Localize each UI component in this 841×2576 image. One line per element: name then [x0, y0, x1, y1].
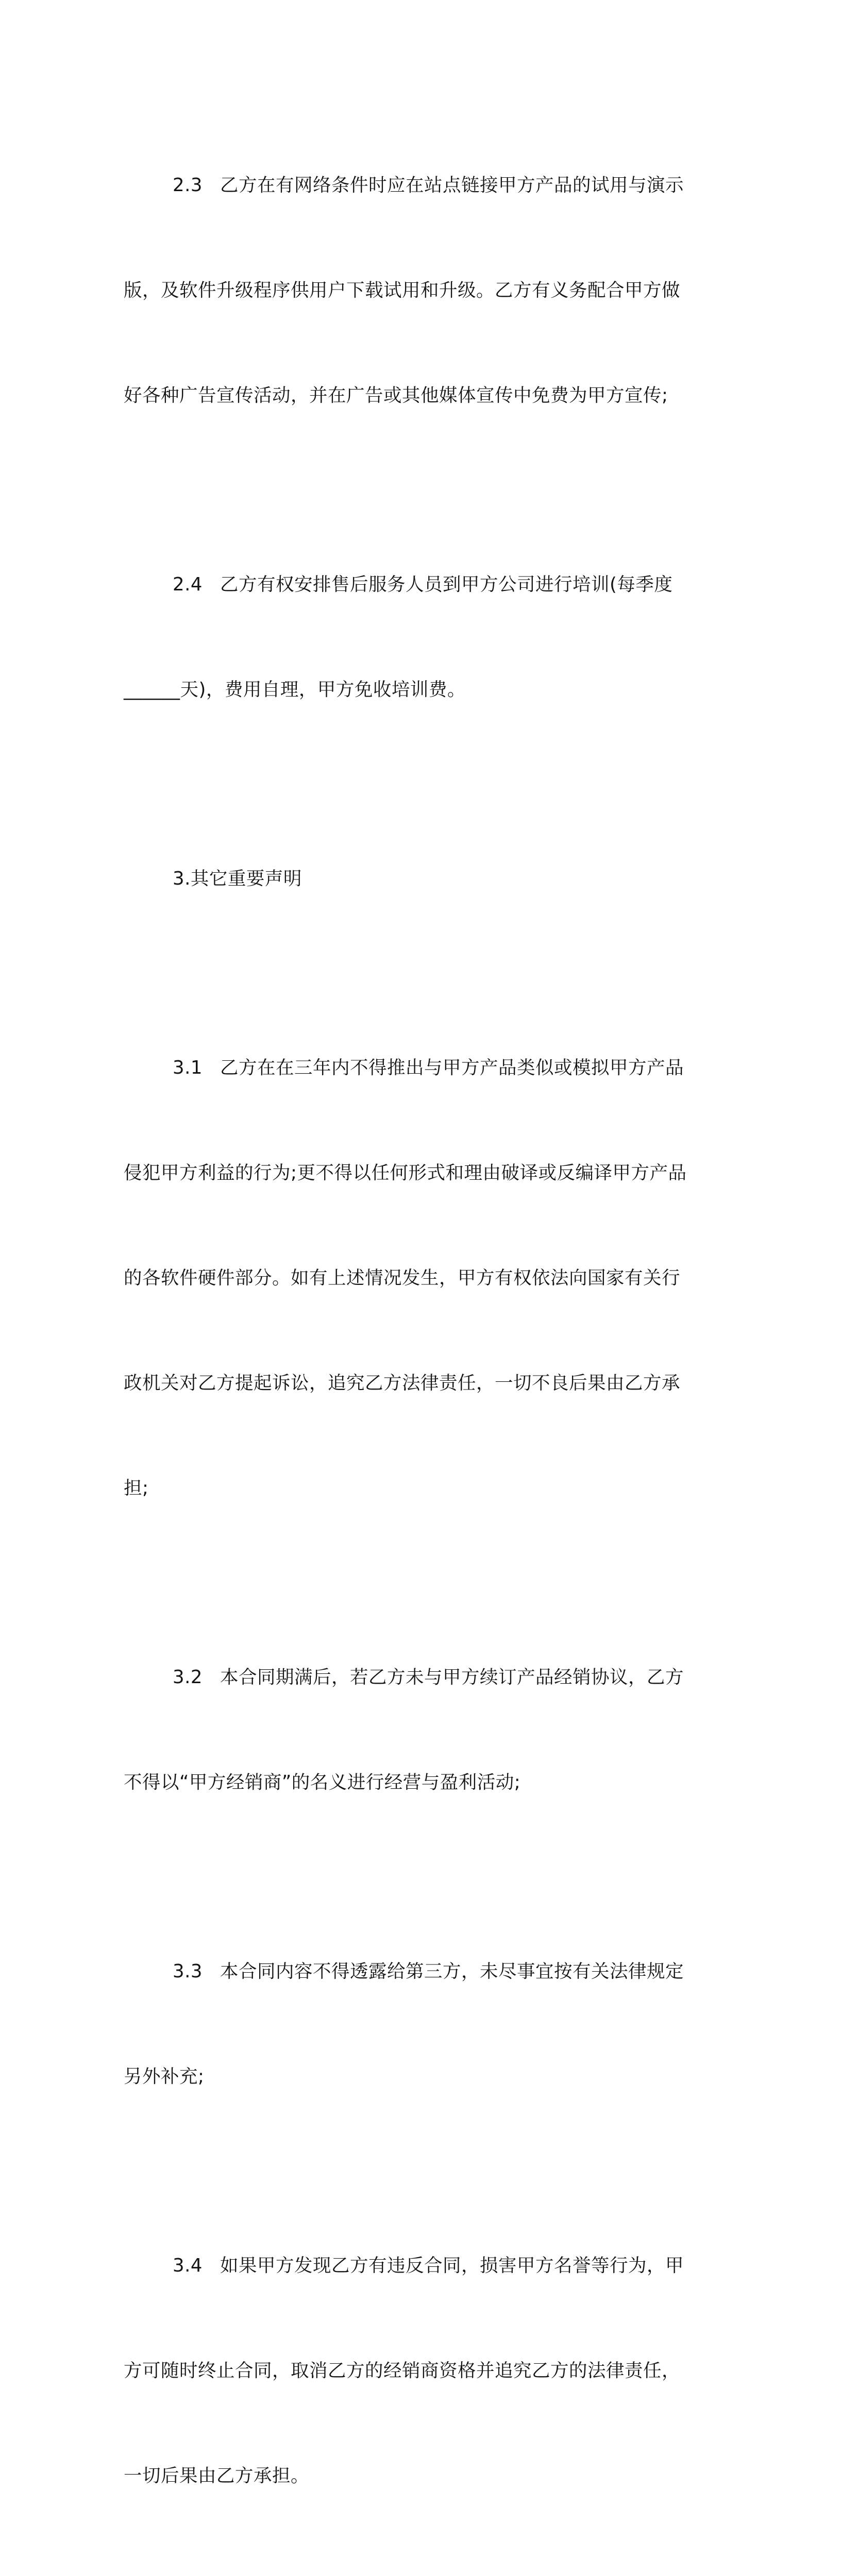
clause-number: 3.2: [173, 1667, 203, 1688]
clause-2-4: [124, 497, 711, 777]
clause-text: 版，及软件升级程序供用户下载试用和升级。乙方有义务配合甲方做: [124, 280, 681, 301]
clause-number: 2.3: [173, 175, 203, 196]
clause-text: 本合同期满后，若乙方未与甲方续订产品经销协议，乙方: [220, 1667, 684, 1688]
clause-text: 本合同内容不得透露给第三方，未尽事宜按有关法律规定: [220, 1961, 684, 1982]
clause-3-4: [124, 2178, 711, 2564]
clause-number: 3.1: [173, 1057, 203, 1078]
clause-line: [124, 1954, 711, 1989]
clause-line: [124, 2248, 711, 2283]
clause-line: [124, 567, 711, 602]
clause-text: 乙方有权安排售后服务人员到甲方公司进行培训(每季度: [220, 574, 673, 595]
clause-number: 3.4: [173, 2255, 203, 2276]
clause-line: [124, 1050, 711, 1086]
section-heading-text: 3.其它重要声明: [173, 868, 302, 889]
section-3-heading: [124, 791, 711, 967]
clause-text: ______天)，费用自理，甲方免收培训费。: [124, 679, 466, 700]
clause-3-3: [124, 1884, 711, 2164]
clause-text: 政机关对乙方提起诉讼，追究乙方法律责任，一切不良后果由乙方承: [124, 1372, 681, 1394]
clause-text: 方可随时终止合同，取消乙方的经销商资格并追究乙方的法律责任，: [124, 2360, 681, 2381]
clause-text: 一切后果由乙方承担。: [124, 2465, 310, 2486]
clause-text: 侵犯甲方利益的行为;更不得以任何形式和理由破译或反编译甲方产品: [124, 1162, 687, 1183]
clause-text: 如果甲方发现乙方有违反合同，损害甲方名誉等行为，甲: [220, 2255, 684, 2276]
clause-text: 的各软件硬件部分。如有上述情况发生，甲方有权依法向国家有关行: [124, 1267, 681, 1289]
clause-text: 另外补充;: [124, 2066, 205, 2087]
clause-text: 乙方在在三年内不得推出与甲方产品类似或模拟甲方产品: [220, 1057, 684, 1078]
clause-line: [124, 1660, 711, 1695]
clause-text: 好各种广告宣传活动，并在广告或其他媒体宣传中免费为甲方宣传;: [124, 385, 668, 406]
clause-number: 2.4: [173, 574, 203, 595]
document-page: [124, 98, 711, 2576]
clause-3-1: [124, 980, 711, 1576]
clause-3-2: [124, 1590, 711, 1870]
clause-text: 担;: [124, 1478, 149, 1499]
clause-text: 不得以“甲方经销商”的名义进行经营与盈利活动;: [124, 1772, 521, 1793]
clause-line: [124, 168, 711, 203]
clause-number: 3.3: [173, 1961, 203, 1982]
clause-text: 乙方在有网络条件时应在站点链接甲方产品的试用与演示: [220, 175, 684, 196]
clause-2-3: [124, 98, 711, 483]
